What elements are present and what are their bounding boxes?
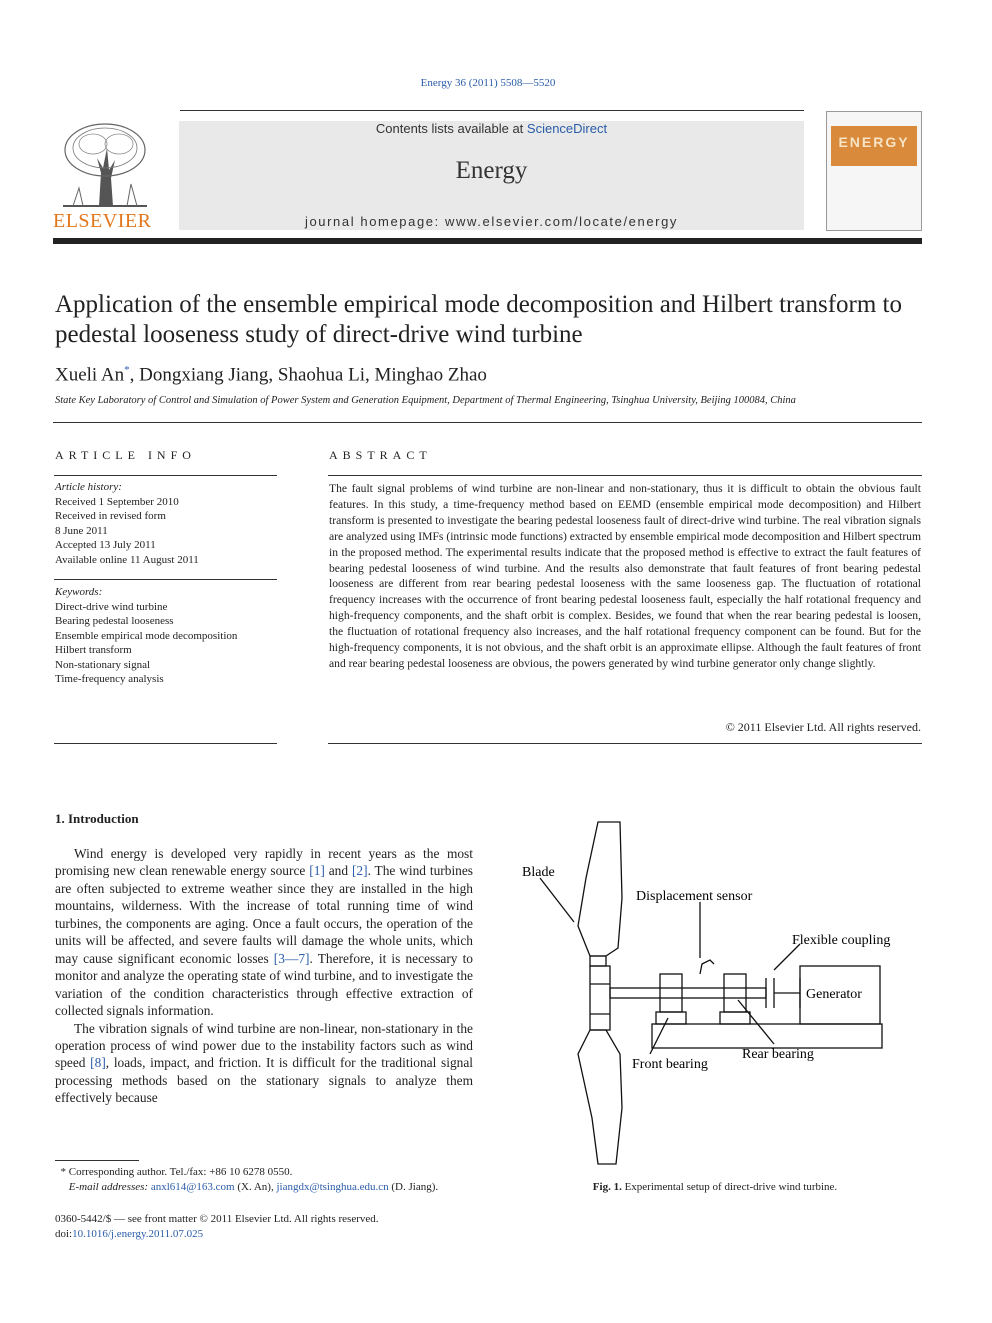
history-item: Accepted 13 July 2011 [55,539,156,551]
abstract-text: The fault signal problems of wind turbine are non-linear and non-stationary, thus it is difficult to obtain the obvious fault features. In this study, a time-frequency method based on EEMD (ensemble empirical mode decomposition) and Hilbert transform is presented to investigate the bearing pedestal looseness fault of direct-drive wind turbine. The real vibration signals are analyzed using IMFs (intrinsic mode functions) extracted by ensemble empirical mode decomposition and Hilbert spectrum in the proposed method. The experimental results indicate that the proposed method is effective to extract the fault features of bearing pedestal looseness of wind turbine. And the results also demonstrate that fault features of front bearing pedestal looseness are different from rear bearing pedestal looseness with the same looseness gap. The fluctuation of rotational frequency increases with the occurrence of front bearing pedestal looseness fault, especially the half rotational frequency and high-frequency components, and the shaft orbit is complex. Besides, we found that when the rear bearing pedestal is loosen, the fluctuation of rotational frequency also increases, and the half rotational frequency component can be found. But for the high-frequency components, it is not obvious, and the shaft orbit is an approximate ellipse. Although the fault features of front and rear bearing pedestal looseness are obvious, the powers generated by wind turbine generator only change slightly. [329,482,921,670]
blade-upper [578,822,622,956]
journal-homepage[interactable]: journal homepage: www.elsevier.com/locate/energy [304,214,679,229]
wind-turbine-setup-figure [510,818,910,1168]
author-list [55,364,487,386]
figure-caption-text: Experimental setup of direct-drive wind turbine. [621,1181,838,1193]
article-info-heading: ARTICLE INFO [55,448,196,462]
label-coupling: Flexible coupling [792,933,891,948]
affiliation-rule [53,422,922,423]
article-info-rule-top [54,475,277,476]
abstract-copyright: © 2011 Elsevier Ltd. All rights reserved. [725,720,921,734]
journal-name: Energy [455,157,528,184]
keyword: Time-frequency analysis [55,673,164,685]
journal-cover-thumbnail[interactable] [826,111,922,231]
sciencedirect-link[interactable]: ScienceDirect [526,121,608,136]
contents-prefix: Contents lists available at [375,121,527,136]
reference-link[interactable]: [2] [351,863,368,879]
history-item: Available online 11 August 2011 [55,553,199,566]
journal-citation[interactable]: Energy 36 (2011) 5508—5520 [420,77,556,89]
figure-caption [510,1181,920,1193]
first-author: Xueli An [55,364,125,386]
footnote-rule [55,1160,139,1161]
history-item: Received 1 September 2010 [55,495,179,508]
issn-line: 0360-5442/$ — see front matter © 2011 Elsevier Ltd. All rights reserved. [55,1213,379,1225]
front-bearing [660,974,682,1012]
header-rule [180,110,804,111]
affiliation: State Key Laboratory of Control and Simulation of Power System and Generation Equipment, Department of Thermal Engineering, Tsinghua University, Beijing 100084, China [55,395,796,406]
label-rear-bearing: Rear bearing [742,1047,814,1062]
email-link[interactable]: anxl614@163.com [150,1181,235,1193]
doi-link[interactable]: 10.1016/j.energy.2011.07.025 [72,1228,204,1240]
history-item: 8 June 2011 [55,524,108,537]
header-thick-rule [53,238,922,244]
abstract-rule-bottom [328,743,922,744]
article-info-rule-bottom [54,743,277,744]
cover-title: ENERGY [838,134,910,150]
corresponding-author-mark[interactable]: * [124,364,130,376]
article-history [55,480,275,567]
elsevier-wordmark: ELSEVIER [53,210,152,232]
doi-line: doi:10.1016/j.energy.2011.07.025 [55,1228,204,1240]
blade-lower [578,1030,622,1164]
history-item: Received in revised form [55,510,166,522]
introduction-heading: 1. Introduction [55,811,139,826]
intro-paragraph-2: The vibration signals of wind turbine are non-linear, non-stationary in the operation process of wind power due to the instability factors such as wind speed [8], loads, impact, and friction. It is difficult for the traditional signal processing methods based on the stationary signals to analyze them effectively because [55,1020,473,1106]
label-front-bearing: Front bearing [632,1057,708,1072]
abstract-heading: ABSTRACT [329,448,432,462]
reference-link[interactable]: [3—7] [273,950,310,966]
hub [590,966,610,1030]
article-info-rule-mid [54,579,277,580]
contents-line [179,121,804,136]
email-link[interactable]: jiangdx@tsinghua.edu.cn [276,1181,389,1193]
intro-paragraph-1: Wind energy is developed very rapidly in recent years as the most promising new clean renewable energy source [1] and [2]. The wind turbines are often subjected to extreme weather since they are installed in the high mountains, wilderness. With the increase of total running time of wind turbines, the components are aging. Once a fault occurs, the operation of the units will be affected, and severe faults will damage the whole units, which may cause significant economic losses [3—7]. Therefore, it is necessary to monitor and analyze the operating state of wind turbine, and to investigate the variation of the condition characteristics through effective extraction of collected signals information. [55,846,474,1019]
corresponding-author-note: * Corresponding author. Tel./fax: +86 10 6278 0550. [60,1166,293,1178]
keyword: Non-stationary signal [55,658,151,671]
front-matter [55,1212,475,1242]
label-generator: Generator [806,987,862,1002]
history-label: Article history: [55,481,122,493]
other-authors: , Dongxiang Jiang, Shaohua Li, Minghao Zhao [129,364,487,386]
label-sensor: Displacement sensor [636,889,753,904]
keywords-label: Keywords: [55,586,103,598]
shaft [610,988,766,998]
reference-link[interactable]: [8] [90,1055,106,1071]
keyword: Hilbert transform [55,644,132,656]
footnote [55,1165,475,1195]
keyword: Direct-drive wind turbine [55,600,168,613]
email-addresses: E-mail addresses: anxl614@163.com (X. An), jiangdx@tsinghua.edu.cn (D. Jiang). [68,1181,439,1193]
introduction-body [55,845,473,1107]
keyword: Bearing pedestal looseness [55,615,174,627]
keywords [55,585,277,687]
article-title: Application of the ensemble empirical mode decomposition and Hilbert transform to pedestal looseness study of direct-drive wind turbine [55,291,902,348]
reference-link[interactable]: [1] [309,863,325,879]
label-blade: Blade [522,865,555,880]
sensor [700,960,714,974]
keyword: Ensemble empirical mode decomposition [55,629,238,642]
figure-label: Fig. 1. [592,1181,622,1193]
abstract-rule-top [328,475,922,476]
